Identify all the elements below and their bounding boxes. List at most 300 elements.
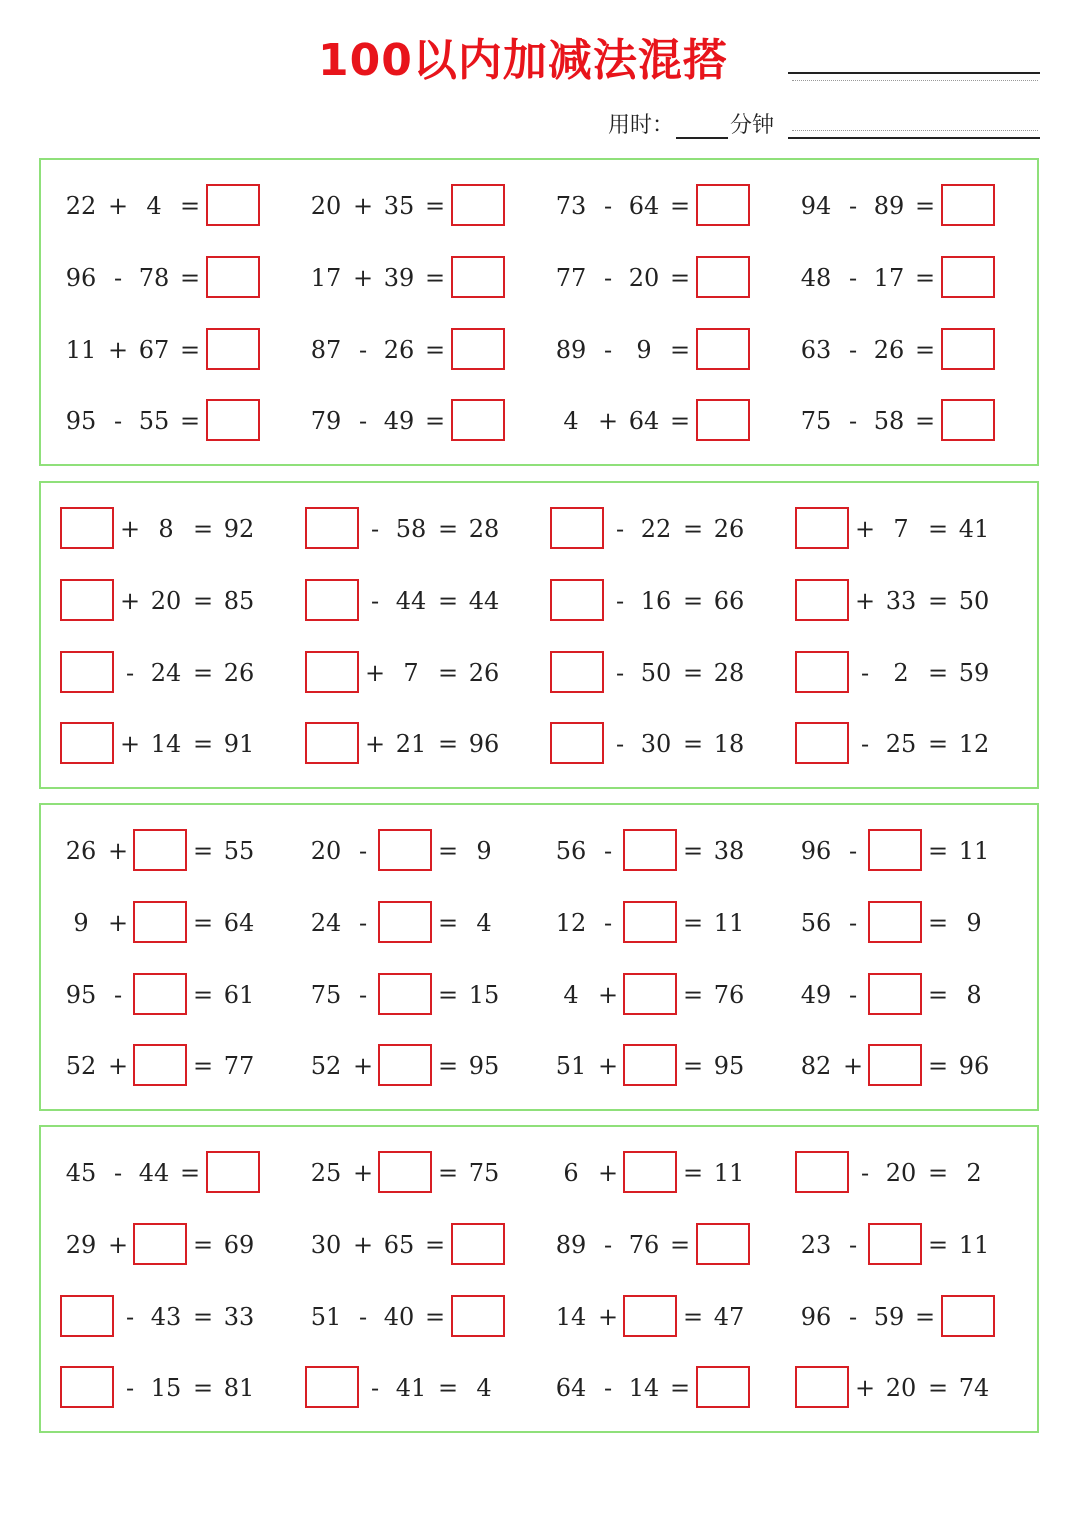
operand-a: 95: [65, 407, 97, 435]
operator: +: [352, 1231, 374, 1259]
operator: -: [358, 407, 368, 435]
equation: [305, 1223, 549, 1267]
answer-box[interactable]: [451, 328, 505, 370]
equals-sign: =: [914, 336, 936, 364]
operator: -: [848, 407, 858, 435]
operator: -: [125, 1303, 135, 1331]
equation: [550, 829, 794, 873]
equation: [795, 722, 1039, 766]
operand-b: 35: [383, 192, 415, 220]
answer-box[interactable]: [133, 1223, 187, 1265]
operator: +: [107, 1052, 129, 1080]
equation: [305, 1295, 549, 1339]
operator: -: [125, 1374, 135, 1402]
operand-b: 14: [150, 730, 182, 758]
result: 28: [468, 515, 500, 543]
time-unit: 分钟: [730, 113, 775, 138]
answer-box[interactable]: [550, 651, 604, 693]
operator: -: [615, 659, 625, 687]
result: 91: [223, 730, 255, 758]
equation: [60, 1044, 304, 1088]
equals-sign: =: [669, 264, 691, 292]
equals-sign: =: [927, 981, 949, 1009]
answer-box[interactable]: [623, 1295, 677, 1337]
operand-a: 20: [310, 192, 342, 220]
equals-sign: =: [669, 1374, 691, 1402]
equals-sign: =: [682, 1159, 704, 1187]
answer-box[interactable]: [206, 256, 260, 298]
operand-a: 23: [800, 1231, 832, 1259]
answer-box[interactable]: [795, 507, 849, 549]
answer-box[interactable]: [795, 579, 849, 621]
equation: [795, 651, 1039, 695]
operator: -: [848, 264, 858, 292]
operand-b: 14: [628, 1374, 660, 1402]
operand-b: 26: [383, 336, 415, 364]
operand-b: 39: [383, 264, 415, 292]
operator: -: [113, 407, 123, 435]
answer-box[interactable]: [623, 1044, 677, 1086]
operand-a: 75: [800, 407, 832, 435]
operator: +: [854, 1374, 876, 1402]
operand-a: 82: [800, 1052, 832, 1080]
operator: -: [848, 981, 858, 1009]
answer-box[interactable]: [623, 1151, 677, 1193]
operand-a: 4: [563, 981, 579, 1009]
operator: +: [854, 587, 876, 615]
answer-box[interactable]: [941, 1295, 995, 1337]
answer-box[interactable]: [696, 1223, 750, 1265]
result: 4: [476, 1374, 492, 1402]
answer-box[interactable]: [451, 1223, 505, 1265]
result: 59: [958, 659, 990, 687]
equals-sign: =: [437, 981, 459, 1009]
equals-sign: =: [682, 659, 704, 687]
operator: -: [603, 909, 613, 937]
operator: -: [615, 730, 625, 758]
operand-b: 59: [873, 1303, 905, 1331]
operand-b: 25: [885, 730, 917, 758]
result: 26: [468, 659, 500, 687]
result: 47: [713, 1303, 745, 1331]
equals-sign: =: [437, 587, 459, 615]
answer-box[interactable]: [941, 399, 995, 441]
operand-b: 64: [628, 192, 660, 220]
operand-b: 50: [640, 659, 672, 687]
operator: -: [848, 909, 858, 937]
answer-box[interactable]: [696, 256, 750, 298]
equation: [60, 1223, 304, 1267]
equals-sign: =: [927, 515, 949, 543]
result: 38: [713, 837, 745, 865]
equation: [550, 722, 794, 766]
equals-sign: =: [682, 1052, 704, 1080]
operand-a: 87: [310, 336, 342, 364]
result: 61: [223, 981, 255, 1009]
answer-box[interactable]: [60, 651, 114, 693]
result: 26: [713, 515, 745, 543]
operator: -: [848, 336, 858, 364]
operand-b: 49: [383, 407, 415, 435]
equals-sign: =: [437, 1052, 459, 1080]
equation: [550, 1295, 794, 1339]
answer-box[interactable]: [550, 507, 604, 549]
answer-box[interactable]: [378, 829, 432, 871]
operator: +: [597, 981, 619, 1009]
equation: [60, 1151, 304, 1195]
equation: [305, 829, 549, 873]
answer-box[interactable]: [795, 722, 849, 764]
answer-box[interactable]: [623, 973, 677, 1015]
operator: -: [603, 837, 613, 865]
operator: +: [119, 515, 141, 543]
result: 74: [958, 1374, 990, 1402]
answer-box[interactable]: [451, 1295, 505, 1337]
equation: [305, 1044, 549, 1088]
equals-sign: =: [179, 192, 201, 220]
operator: +: [364, 730, 386, 758]
answer-box[interactable]: [868, 1223, 922, 1265]
operator: -: [358, 981, 368, 1009]
operator: -: [860, 730, 870, 758]
equals-sign: =: [682, 730, 704, 758]
equation: [550, 1151, 794, 1195]
operand-b: 78: [138, 264, 170, 292]
equation: [60, 399, 304, 443]
equals-sign: =: [437, 837, 459, 865]
equation: [60, 579, 304, 623]
operand-b: 21: [395, 730, 427, 758]
result: 18: [713, 730, 745, 758]
equals-sign: =: [437, 659, 459, 687]
answer-box[interactable]: [60, 1295, 114, 1337]
equation: [60, 256, 304, 300]
result: 55: [223, 837, 255, 865]
equation: [795, 507, 1039, 551]
operator: -: [848, 1303, 858, 1331]
operator: +: [107, 837, 129, 865]
answer-box[interactable]: [696, 184, 750, 226]
operand-b: 41: [395, 1374, 427, 1402]
answer-box[interactable]: [696, 1366, 750, 1408]
operator: +: [107, 1231, 129, 1259]
answer-box[interactable]: [305, 579, 359, 621]
operator: -: [125, 659, 135, 687]
answer-box[interactable]: [60, 722, 114, 764]
answer-box[interactable]: [305, 1366, 359, 1408]
answer-box[interactable]: [206, 1151, 260, 1193]
operand-a: 22: [65, 192, 97, 220]
operand-b: 16: [640, 587, 672, 615]
operator: -: [848, 837, 858, 865]
operand-b: 43: [150, 1303, 182, 1331]
equals-sign: =: [424, 336, 446, 364]
name-write-line[interactable]: [788, 72, 1040, 74]
operand-b: 20: [885, 1159, 917, 1187]
result: 9: [966, 909, 982, 937]
equals-sign: =: [192, 1303, 214, 1331]
operator: -: [370, 515, 380, 543]
operand-a: 52: [310, 1052, 342, 1080]
equation: [795, 1151, 1039, 1195]
equation: [60, 184, 304, 228]
equals-sign: =: [437, 909, 459, 937]
result: 15: [468, 981, 500, 1009]
equals-sign: =: [669, 1231, 691, 1259]
answer-box[interactable]: [795, 1151, 849, 1193]
operand-a: 73: [555, 192, 587, 220]
operand-a: 17: [310, 264, 342, 292]
equation: [60, 901, 304, 945]
operand-b: 64: [628, 407, 660, 435]
equation: [795, 901, 1039, 945]
equals-sign: =: [179, 1159, 201, 1187]
answer-box[interactable]: [378, 901, 432, 943]
answer-box[interactable]: [941, 184, 995, 226]
equation: [795, 256, 1039, 300]
operand-b: 58: [395, 515, 427, 543]
answer-box[interactable]: [451, 399, 505, 441]
answer-box[interactable]: [623, 829, 677, 871]
equals-sign: =: [192, 981, 214, 1009]
operand-a: 25: [310, 1159, 342, 1187]
operator: +: [854, 515, 876, 543]
answer-box[interactable]: [451, 256, 505, 298]
result: 11: [958, 1231, 990, 1259]
operand-a: 12: [555, 909, 587, 937]
operator: -: [370, 1374, 380, 1402]
operand-a: 49: [800, 981, 832, 1009]
operator: +: [119, 730, 141, 758]
operand-b: 33: [885, 587, 917, 615]
answer-box[interactable]: [206, 399, 260, 441]
answer-box[interactable]: [696, 328, 750, 370]
operand-a: 14: [555, 1303, 587, 1331]
operand-b: 20: [885, 1374, 917, 1402]
answer-box[interactable]: [305, 651, 359, 693]
equation: [60, 973, 304, 1017]
operator: -: [848, 1231, 858, 1259]
equation: [795, 1295, 1039, 1339]
time-label: 用时：: [608, 113, 675, 138]
operand-b: 44: [138, 1159, 170, 1187]
operand-b: 20: [628, 264, 660, 292]
equals-sign: =: [424, 1231, 446, 1259]
answer-box[interactable]: [941, 328, 995, 370]
equation: [550, 973, 794, 1017]
equation: [305, 1366, 549, 1410]
operator: -: [358, 336, 368, 364]
operand-a: 96: [65, 264, 97, 292]
answer-box[interactable]: [133, 829, 187, 871]
operator: -: [860, 1159, 870, 1187]
operand-b: 55: [138, 407, 170, 435]
operand-b: 9: [636, 336, 652, 364]
answer-box[interactable]: [868, 829, 922, 871]
result: 81: [223, 1374, 255, 1402]
operator: +: [352, 1052, 374, 1080]
operand-b: 58: [873, 407, 905, 435]
result: 2: [966, 1159, 982, 1187]
operator: -: [848, 192, 858, 220]
operator: -: [603, 192, 613, 220]
equals-sign: =: [914, 264, 936, 292]
operand-a: 4: [563, 407, 579, 435]
answer-box[interactable]: [795, 1366, 849, 1408]
operand-b: 8: [158, 515, 174, 543]
equation: [795, 1366, 1039, 1410]
operand-a: 56: [555, 837, 587, 865]
result: 75: [468, 1159, 500, 1187]
answer-box[interactable]: [550, 722, 604, 764]
answer-box[interactable]: [206, 184, 260, 226]
result: 44: [468, 587, 500, 615]
result: 66: [713, 587, 745, 615]
equals-sign: =: [179, 407, 201, 435]
equals-sign: =: [437, 1374, 459, 1402]
operator: -: [358, 1303, 368, 1331]
answer-box[interactable]: [868, 901, 922, 943]
operand-b: 20: [150, 587, 182, 615]
operand-a: 26: [65, 837, 97, 865]
equation: [550, 399, 794, 443]
answer-box[interactable]: [623, 901, 677, 943]
operand-a: 48: [800, 264, 832, 292]
answer-box[interactable]: [60, 507, 114, 549]
operand-b: 22: [640, 515, 672, 543]
equals-sign: =: [927, 837, 949, 865]
operand-b: 67: [138, 336, 170, 364]
result: 12: [958, 730, 990, 758]
operand-b: 7: [403, 659, 419, 687]
operand-b: 17: [873, 264, 905, 292]
equation: [305, 256, 549, 300]
equals-sign: =: [682, 515, 704, 543]
equals-sign: =: [437, 1159, 459, 1187]
operand-a: 51: [310, 1303, 342, 1331]
operand-a: 94: [800, 192, 832, 220]
result: 28: [713, 659, 745, 687]
answer-box[interactable]: [60, 1366, 114, 1408]
worksheet-title: 100以内加减法混搭: [318, 35, 728, 86]
equation: [305, 651, 549, 695]
operand-a: 51: [555, 1052, 587, 1080]
result: 77: [223, 1052, 255, 1080]
result: 11: [713, 1159, 745, 1187]
answer-box[interactable]: [206, 328, 260, 370]
operator: -: [358, 837, 368, 865]
result: 76: [713, 981, 745, 1009]
equals-sign: =: [192, 1374, 214, 1402]
equation: [60, 722, 304, 766]
time-dotted-guide: [792, 130, 1038, 131]
answer-box[interactable]: [133, 973, 187, 1015]
operator: -: [615, 515, 625, 543]
equals-sign: =: [682, 587, 704, 615]
equals-sign: =: [179, 336, 201, 364]
result: 64: [223, 909, 255, 937]
operand-a: 77: [555, 264, 587, 292]
equation: [795, 184, 1039, 228]
operand-a: 96: [800, 837, 832, 865]
result: 69: [223, 1231, 255, 1259]
minutes-blank[interactable]: [676, 117, 728, 139]
operand-b: 40: [383, 1303, 415, 1331]
operand-a: 20: [310, 837, 342, 865]
answer-box[interactable]: [868, 973, 922, 1015]
equals-sign: =: [682, 1303, 704, 1331]
equation: [550, 1044, 794, 1088]
equals-sign: =: [437, 730, 459, 758]
operator: +: [364, 659, 386, 687]
equation: [60, 829, 304, 873]
operand-a: 11: [65, 336, 97, 364]
answer-box[interactable]: [795, 651, 849, 693]
equals-sign: =: [437, 515, 459, 543]
operator: +: [352, 264, 374, 292]
equation: [795, 1223, 1039, 1267]
answer-box[interactable]: [305, 507, 359, 549]
operand-a: 95: [65, 981, 97, 1009]
equation: [550, 1366, 794, 1410]
result: 41: [958, 515, 990, 543]
operand-a: 45: [65, 1159, 97, 1187]
operator: +: [842, 1052, 864, 1080]
operator: -: [370, 587, 380, 615]
equation: [550, 901, 794, 945]
answer-box[interactable]: [696, 399, 750, 441]
equation: [60, 651, 304, 695]
operator: +: [352, 1159, 374, 1187]
equation: [305, 1151, 549, 1195]
answer-box[interactable]: [941, 256, 995, 298]
answer-box[interactable]: [378, 973, 432, 1015]
answer-box[interactable]: [378, 1151, 432, 1193]
equals-sign: =: [927, 1052, 949, 1080]
answer-box[interactable]: [550, 579, 604, 621]
operator: +: [597, 1159, 619, 1187]
equation: [795, 579, 1039, 623]
operator: +: [597, 1303, 619, 1331]
operand-a: 89: [555, 1231, 587, 1259]
result: 11: [958, 837, 990, 865]
equation: [305, 507, 549, 551]
operator: +: [597, 407, 619, 435]
answer-box[interactable]: [868, 1044, 922, 1086]
equation: [305, 722, 549, 766]
operator: -: [113, 1159, 123, 1187]
answer-box[interactable]: [133, 901, 187, 943]
result: 96: [958, 1052, 990, 1080]
equation: [305, 579, 549, 623]
equation: [795, 399, 1039, 443]
equals-sign: =: [179, 264, 201, 292]
equation: [60, 1366, 304, 1410]
result: 33: [223, 1303, 255, 1331]
answer-box[interactable]: [378, 1044, 432, 1086]
equals-sign: =: [927, 730, 949, 758]
answer-box[interactable]: [305, 722, 359, 764]
answer-box[interactable]: [133, 1044, 187, 1086]
equation: [795, 829, 1039, 873]
answer-box[interactable]: [60, 579, 114, 621]
equation: [795, 328, 1039, 372]
operand-a: 29: [65, 1231, 97, 1259]
answer-box[interactable]: [451, 184, 505, 226]
equation: [60, 328, 304, 372]
operator: -: [603, 1231, 613, 1259]
time-write-line[interactable]: [788, 137, 1040, 139]
